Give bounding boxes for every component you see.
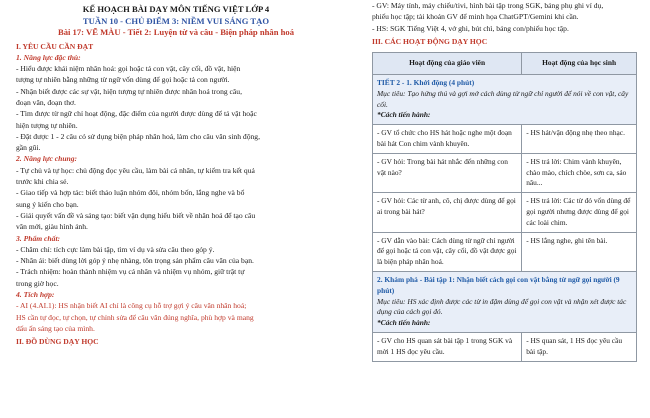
target-text: HS xác định được các từ in đậm dùng để gọi con vật và nhận xét được tác dụng của cách gọi đó. bbox=[377, 296, 627, 317]
method-label: *Cách tiến hành: bbox=[377, 318, 431, 328]
col-student-header: Hoạt động của học sinh bbox=[522, 53, 637, 75]
lesson-subtitle: Bài 17: VẼ MÀU - Tiết 2: Luyện từ và câu - Biện pháp nhân hoá bbox=[57, 27, 295, 37]
student-activity: - HS trả lời: Các từ đó vốn dùng để gọi người nhưng được dùng để gọi các loài chim. bbox=[522, 193, 637, 232]
table-row bbox=[373, 232, 637, 271]
col-teacher-header: Hoạt động của giáo viên bbox=[373, 53, 522, 75]
student-activity: - HS quan sát, 1 HS đọc yêu cầu bài tập. bbox=[522, 332, 637, 361]
teacher-activity: - GV dẫn vào bài: Cách dùng từ ngữ chỉ người để gọi hoặc tả con vật, cây cối, đồ vật được gọi là biện pháp nhân hoá. bbox=[373, 232, 522, 271]
teacher-activity: - GV hỏi: Trong bài hát nhắc đến những con vật nào? bbox=[373, 153, 522, 192]
teacher-equipment-cont: phiếu học tập; tài khoản GV để minh họa ChatGPT/Gemini khi cần. bbox=[372, 12, 579, 22]
table-row bbox=[373, 193, 637, 232]
right-column bbox=[372, 0, 637, 362]
week-title: TUẦN 10 - CHỦ ĐIỂM 3: NIỀM VUI SÁNG TẠO bbox=[82, 15, 270, 26]
block-title: TIẾT 2 - 1. Khởi động (4 phút) bbox=[377, 77, 475, 87]
target-text: Tạo hứng thú và gợi mở cách dùng từ ngữ chỉ người để nói về con vật, cây cối. bbox=[377, 88, 629, 109]
teacher-activity: - GV cho HS quan sát bài tập 1 trong SGK và mời 1 HS đọc yêu cầu. bbox=[373, 332, 522, 361]
section-activities: III. CÁC HOẠT ĐỘNG DẠY HỌC bbox=[372, 36, 488, 46]
lesson-title: KẾ HOẠCH BÀI DẠY MÔN TIẾNG VIỆT LỚP 4 bbox=[82, 4, 270, 14]
student-activity: - HS lắng nghe, ghi tên bài. bbox=[522, 232, 637, 271]
general-competence-text: - Tự chủ và tự học: chủ động đọc yêu cầu, làm bài cá nhân, tự kiểm tra kết quả trước khi chia sẻ. - Giao tiếp và hợp tác: biết thảo luận nhóm đôi, nhóm bốn, lắng nghe và bổ sung ý kiến cho bạn. - Giải quyết vấn đề và sáng tạo: biết vận dụng hiểu biết về nhân hoá để tạo câu văn mới, giàu hình ảnh. bbox=[16, 165, 256, 232]
block-title: 2. Khám phá - Bài tập 1: Nhận biết cách gọi con vật bằng từ ngữ gọi người (9 phút) bbox=[377, 274, 620, 295]
qualities-text: - Chăm chỉ: tích cực làm bài tập, tìm ví dụ và sửa câu theo góp ý. - Nhân ái: biết dùng lời góp ý nhẹ nhàng, tôn trọng sản phẩm câu văn của bạn. - Trách nhiệm: hoàn thành nhiệm vụ cá nhân và nhiệm vụ nhóm, giữ trật tự trong giờ học. bbox=[16, 244, 254, 288]
method-label: *Cách tiến hành: bbox=[377, 110, 431, 120]
teacher-activity: - GV tổ chức cho HS hát hoặc nghe một đoạn bài hát Con chim vành khuyên. bbox=[373, 125, 522, 154]
table-row bbox=[373, 125, 637, 154]
activity-block-warmup bbox=[373, 74, 637, 124]
section-requirements: I. YÊU CẦU CẦN ĐẠT bbox=[16, 41, 94, 51]
heading-qualities: 3. Phẩm chất: bbox=[16, 233, 61, 243]
heading-specific-competence: 1. Năng lực đặc thù: bbox=[16, 52, 81, 62]
target-label: Mục tiêu: bbox=[377, 296, 406, 306]
student-equipment: - HS: SGK Tiếng Việt 4, vở ghi, bút chì, bảng con/phiếu học tập. bbox=[372, 23, 569, 33]
target-label: Mục tiêu: bbox=[377, 88, 406, 98]
student-activity: - HS trả lời: Chim vành khuyên, chào mào, chích chòe, sơn ca, sáo nâu... bbox=[522, 153, 637, 192]
left-column bbox=[16, 0, 336, 348]
integration-ai-text: - AI (4.AI.1): HS nhận biết AI chỉ là công cụ hỗ trợ gợi ý câu văn nhân hoá; HS cần tự đọc, tự chọn, tự chỉnh sửa để câu văn đúng nghĩa, phù hợp và mang dấu ấn sáng tạo của mình. bbox=[16, 301, 254, 333]
activity-block-explore bbox=[373, 271, 637, 332]
specific-competence-text: - Hiểu được khái niệm nhân hoá: gọi hoặc tả con vật, cây cối, đồ vật, hiện tượng tự nhiên bằng những từ ngữ vốn dùng để gọi hoặc tả con người. - Nhận biết được các sự vật, hiện tượng tự nhiên được nhân hoá trong câu, đoạn văn, đoạn thơ. - Tìm được từ ngữ chỉ hoạt động, đặc điểm của người được dùng để tả vật hoặc hiện tượng tự nhiên. - Đặt được 1 - 2 câu có sử dụng biện pháp nhân hoá, làm cho câu văn sinh động, gần gũi. bbox=[16, 64, 261, 153]
table-row bbox=[373, 332, 637, 361]
teacher-equipment: - GV: Máy tính, máy chiếu/tivi, hình bài tập trong SGK, bảng phụ ghi ví dụ, bbox=[372, 1, 604, 10]
table-row bbox=[373, 153, 637, 192]
section-teaching-aids: II. ĐỒ DÙNG DẠY HỌC bbox=[16, 337, 99, 347]
teacher-activity: - GV hỏi: Các từ anh, cô, chị được dùng để gọi ai trong bài hát? bbox=[373, 193, 522, 232]
heading-integration: 4. Tích hợp: bbox=[16, 290, 55, 300]
heading-general-competence: 2. Năng lực chung: bbox=[16, 154, 78, 164]
student-activity: - HS hát/vận động nhẹ theo nhạc. bbox=[522, 125, 637, 154]
table-header-row bbox=[373, 53, 637, 75]
activities-table bbox=[372, 52, 637, 361]
